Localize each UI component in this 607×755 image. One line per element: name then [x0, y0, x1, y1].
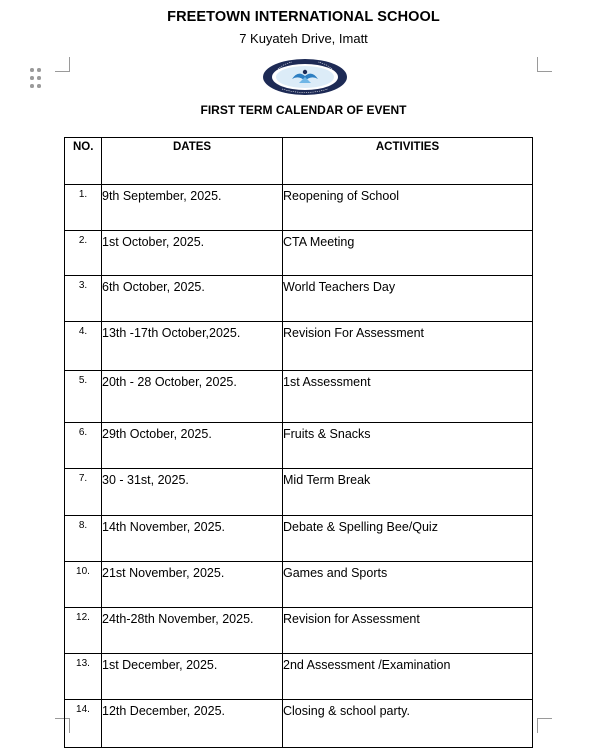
table-move-handle-icon[interactable] [30, 68, 42, 88]
school-address: 7 Kuyateh Drive, Imatt [239, 31, 368, 46]
row-number: 13. [65, 654, 102, 700]
row-number: 14. [65, 700, 102, 748]
row-number: 4. [65, 322, 102, 371]
row-date: 12th December, 2025. [102, 700, 283, 748]
table-row [65, 423, 533, 469]
crop-mark-top-right [537, 57, 552, 72]
table-row [65, 185, 533, 231]
row-activity: Revision For Assessment [283, 322, 533, 371]
table-row [65, 469, 533, 516]
row-activity: 2nd Assessment /Examination [283, 654, 533, 700]
row-number: 5. [65, 371, 102, 423]
row-date: 20th - 28 October, 2025. [102, 371, 283, 423]
school-name: FREETOWN INTERNATIONAL SCHOOL [167, 9, 440, 25]
header-no: NO. [65, 138, 102, 185]
crop-mark-top-left [55, 57, 70, 72]
table-row [65, 322, 533, 371]
school-logo-icon [262, 58, 348, 96]
table-row [65, 371, 533, 423]
row-activity: Mid Term Break [283, 469, 533, 516]
row-date: 13th -17th October,2025. [102, 322, 283, 371]
crop-mark-bottom-right [537, 718, 552, 733]
table-row [65, 654, 533, 700]
row-activity: 1st Assessment [283, 371, 533, 423]
row-activity: CTA Meeting [283, 231, 533, 276]
row-number: 12. [65, 608, 102, 654]
row-activity: World Teachers Day [283, 276, 533, 322]
table-row [65, 276, 533, 322]
row-activity: Debate & Spelling Bee/Quiz [283, 516, 533, 562]
row-number: 2. [65, 231, 102, 276]
row-number: 6. [65, 423, 102, 469]
table-row [65, 608, 533, 654]
header-activities: ACTIVITIES [283, 138, 533, 185]
row-activity: Closing & school party. [283, 700, 533, 748]
row-number: 3. [65, 276, 102, 322]
row-date: 29th October, 2025. [102, 423, 283, 469]
row-number: 8. [65, 516, 102, 562]
row-activity: Reopening of School [283, 185, 533, 231]
table-row [65, 516, 533, 562]
row-activity: Revision for Assessment [283, 608, 533, 654]
row-date: 9th September, 2025. [102, 185, 283, 231]
table-header-row [65, 138, 533, 185]
row-date: 24th-28th November, 2025. [102, 608, 283, 654]
document-title: FIRST TERM CALENDAR OF EVENT [200, 103, 407, 117]
row-activity: Games and Sports [283, 562, 533, 608]
row-number: 7. [65, 469, 102, 516]
row-date: 1st October, 2025. [102, 231, 283, 276]
events-table [64, 137, 533, 748]
row-date: 30 - 31st, 2025. [102, 469, 283, 516]
row-date: 6th October, 2025. [102, 276, 283, 322]
header-dates: DATES [102, 138, 283, 185]
row-date: 1st December, 2025. [102, 654, 283, 700]
table-row [65, 562, 533, 608]
row-date: 21st November, 2025. [102, 562, 283, 608]
table-row [65, 231, 533, 276]
row-number: 10. [65, 562, 102, 608]
row-activity: Fruits & Snacks [283, 423, 533, 469]
row-date: 14th November, 2025. [102, 516, 283, 562]
table-row [65, 700, 533, 748]
row-number: 1. [65, 185, 102, 231]
